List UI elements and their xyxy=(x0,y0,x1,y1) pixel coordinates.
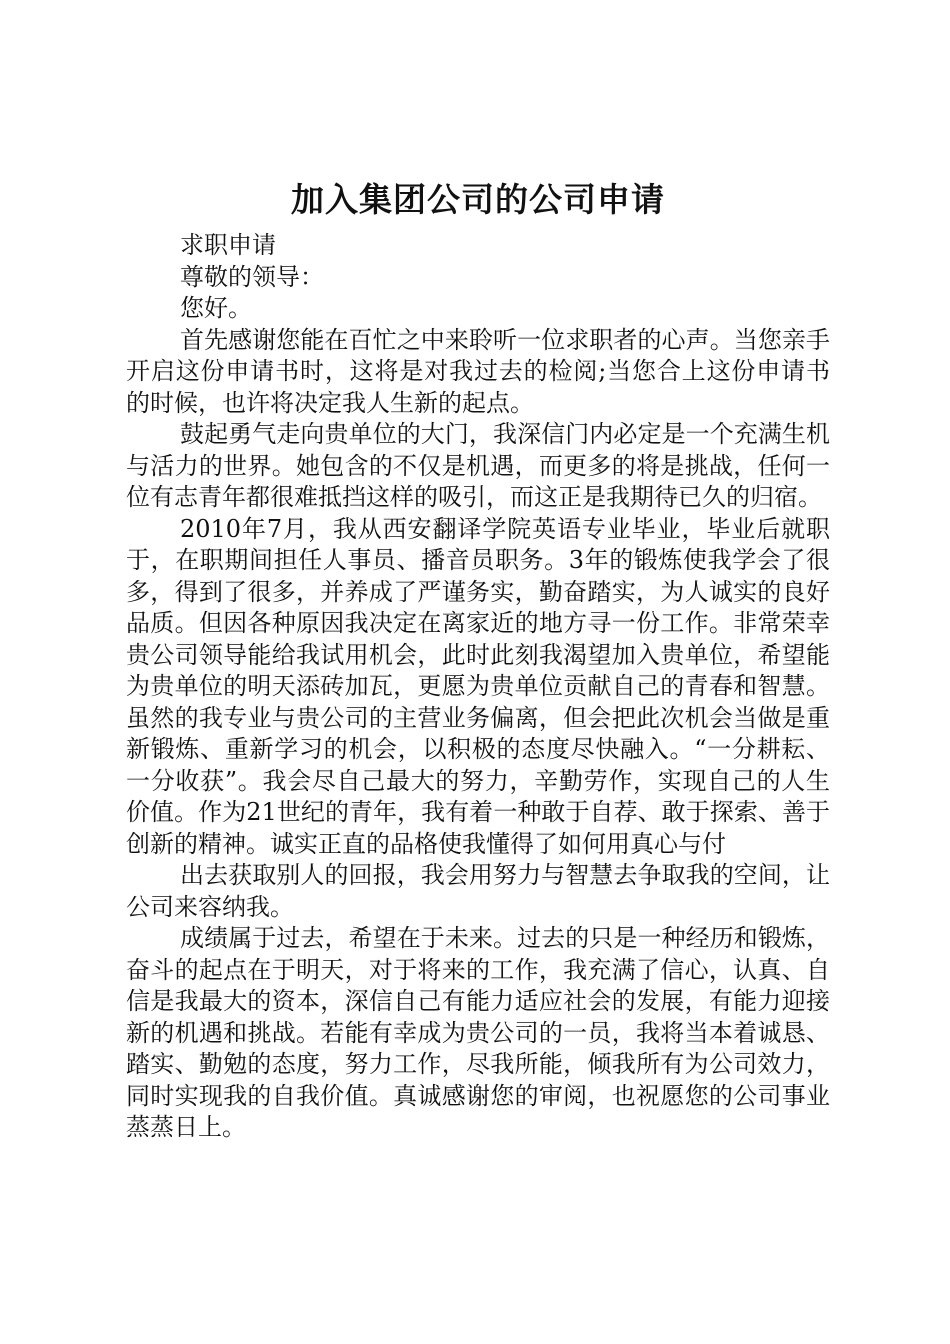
document-title: 加入集团公司的公司申请 xyxy=(291,180,665,219)
paragraph-experience: 2010年7月，我从西安翻译学院英语专业毕业，毕业后就职于，在职期间担任人事员、播音员职务。3年的锻炼使我学会了很多，得到了很多，并养成了严谨务实，勤奋踏实，为人诚实的良好品质。但因各种原因我决定在离家近的地方寻一份工作。非常荣幸贵公司领导能给我试用机会，此时此刻我渴望加入贵单位，希望能为贵单位的明天添砖加瓦，更愿为贵单位贡献自己的青春和智慧。虽然的我专业与贵公司的主营业务偏离，但会把此次机会当做是重新锻炼、重新学习的机会，以积极的态度尽快融入。“一分耕耘、一分收获”。我会尽自己最大的努力，辛勤劳作，实现自己的人生价值。作为21世纪的青年，我有着一种敢于自荐、敢于探索、善于创新的精神。诚实正直的品格使我懂得了如何用真心与付 xyxy=(126,514,830,858)
paragraph-closing: 成绩属于过去，希望在于未来。过去的只是一种经历和锻炼，奋斗的起点在于明天，对于将来的工作，我充满了信心，认真、自信是我最大的资本，深信自己有能力适应社会的发展，有能力迎接新的机遇和挑战。若能有幸成为贵公司的一员，我将当本着诚恳、踏实、勤勉的态度，努力工作，尽我所能，倾我所有为公司效力，同时实现我的自我价值。真诚感谢您的审阅，也祝愿您的公司事业蒸蒸日上。 xyxy=(126,924,830,1141)
paragraph-intro: 首先感谢您能在百忙之中来聆听一位求职者的心声。当您亲手开启这份申请书时，这将是对我过去的检阅;当您合上这份申请书的时候，也许将决定我人生新的起点。 xyxy=(126,325,830,417)
paragraph-salutation: 尊敬的领导： xyxy=(180,262,324,291)
paragraph-greeting: 您好。 xyxy=(180,294,252,322)
paragraph-heading: 求职申请 xyxy=(180,231,276,259)
paragraph-motivation: 鼓起勇气走向贵单位的大门，我深信门内必定是一个充满生机与活力的世界。她包含的不仅是机遇，而更多的将是挑战，任何一位有志青年都很难抵挡这样的吸引，而这正是我期待已久的归宿。 xyxy=(126,420,830,511)
paragraph-continuation: 出去获取别人的回报，我会用努力与智慧去争取我的空间，让公司来容纳我。 xyxy=(126,861,830,921)
document-page xyxy=(126,178,830,1144)
